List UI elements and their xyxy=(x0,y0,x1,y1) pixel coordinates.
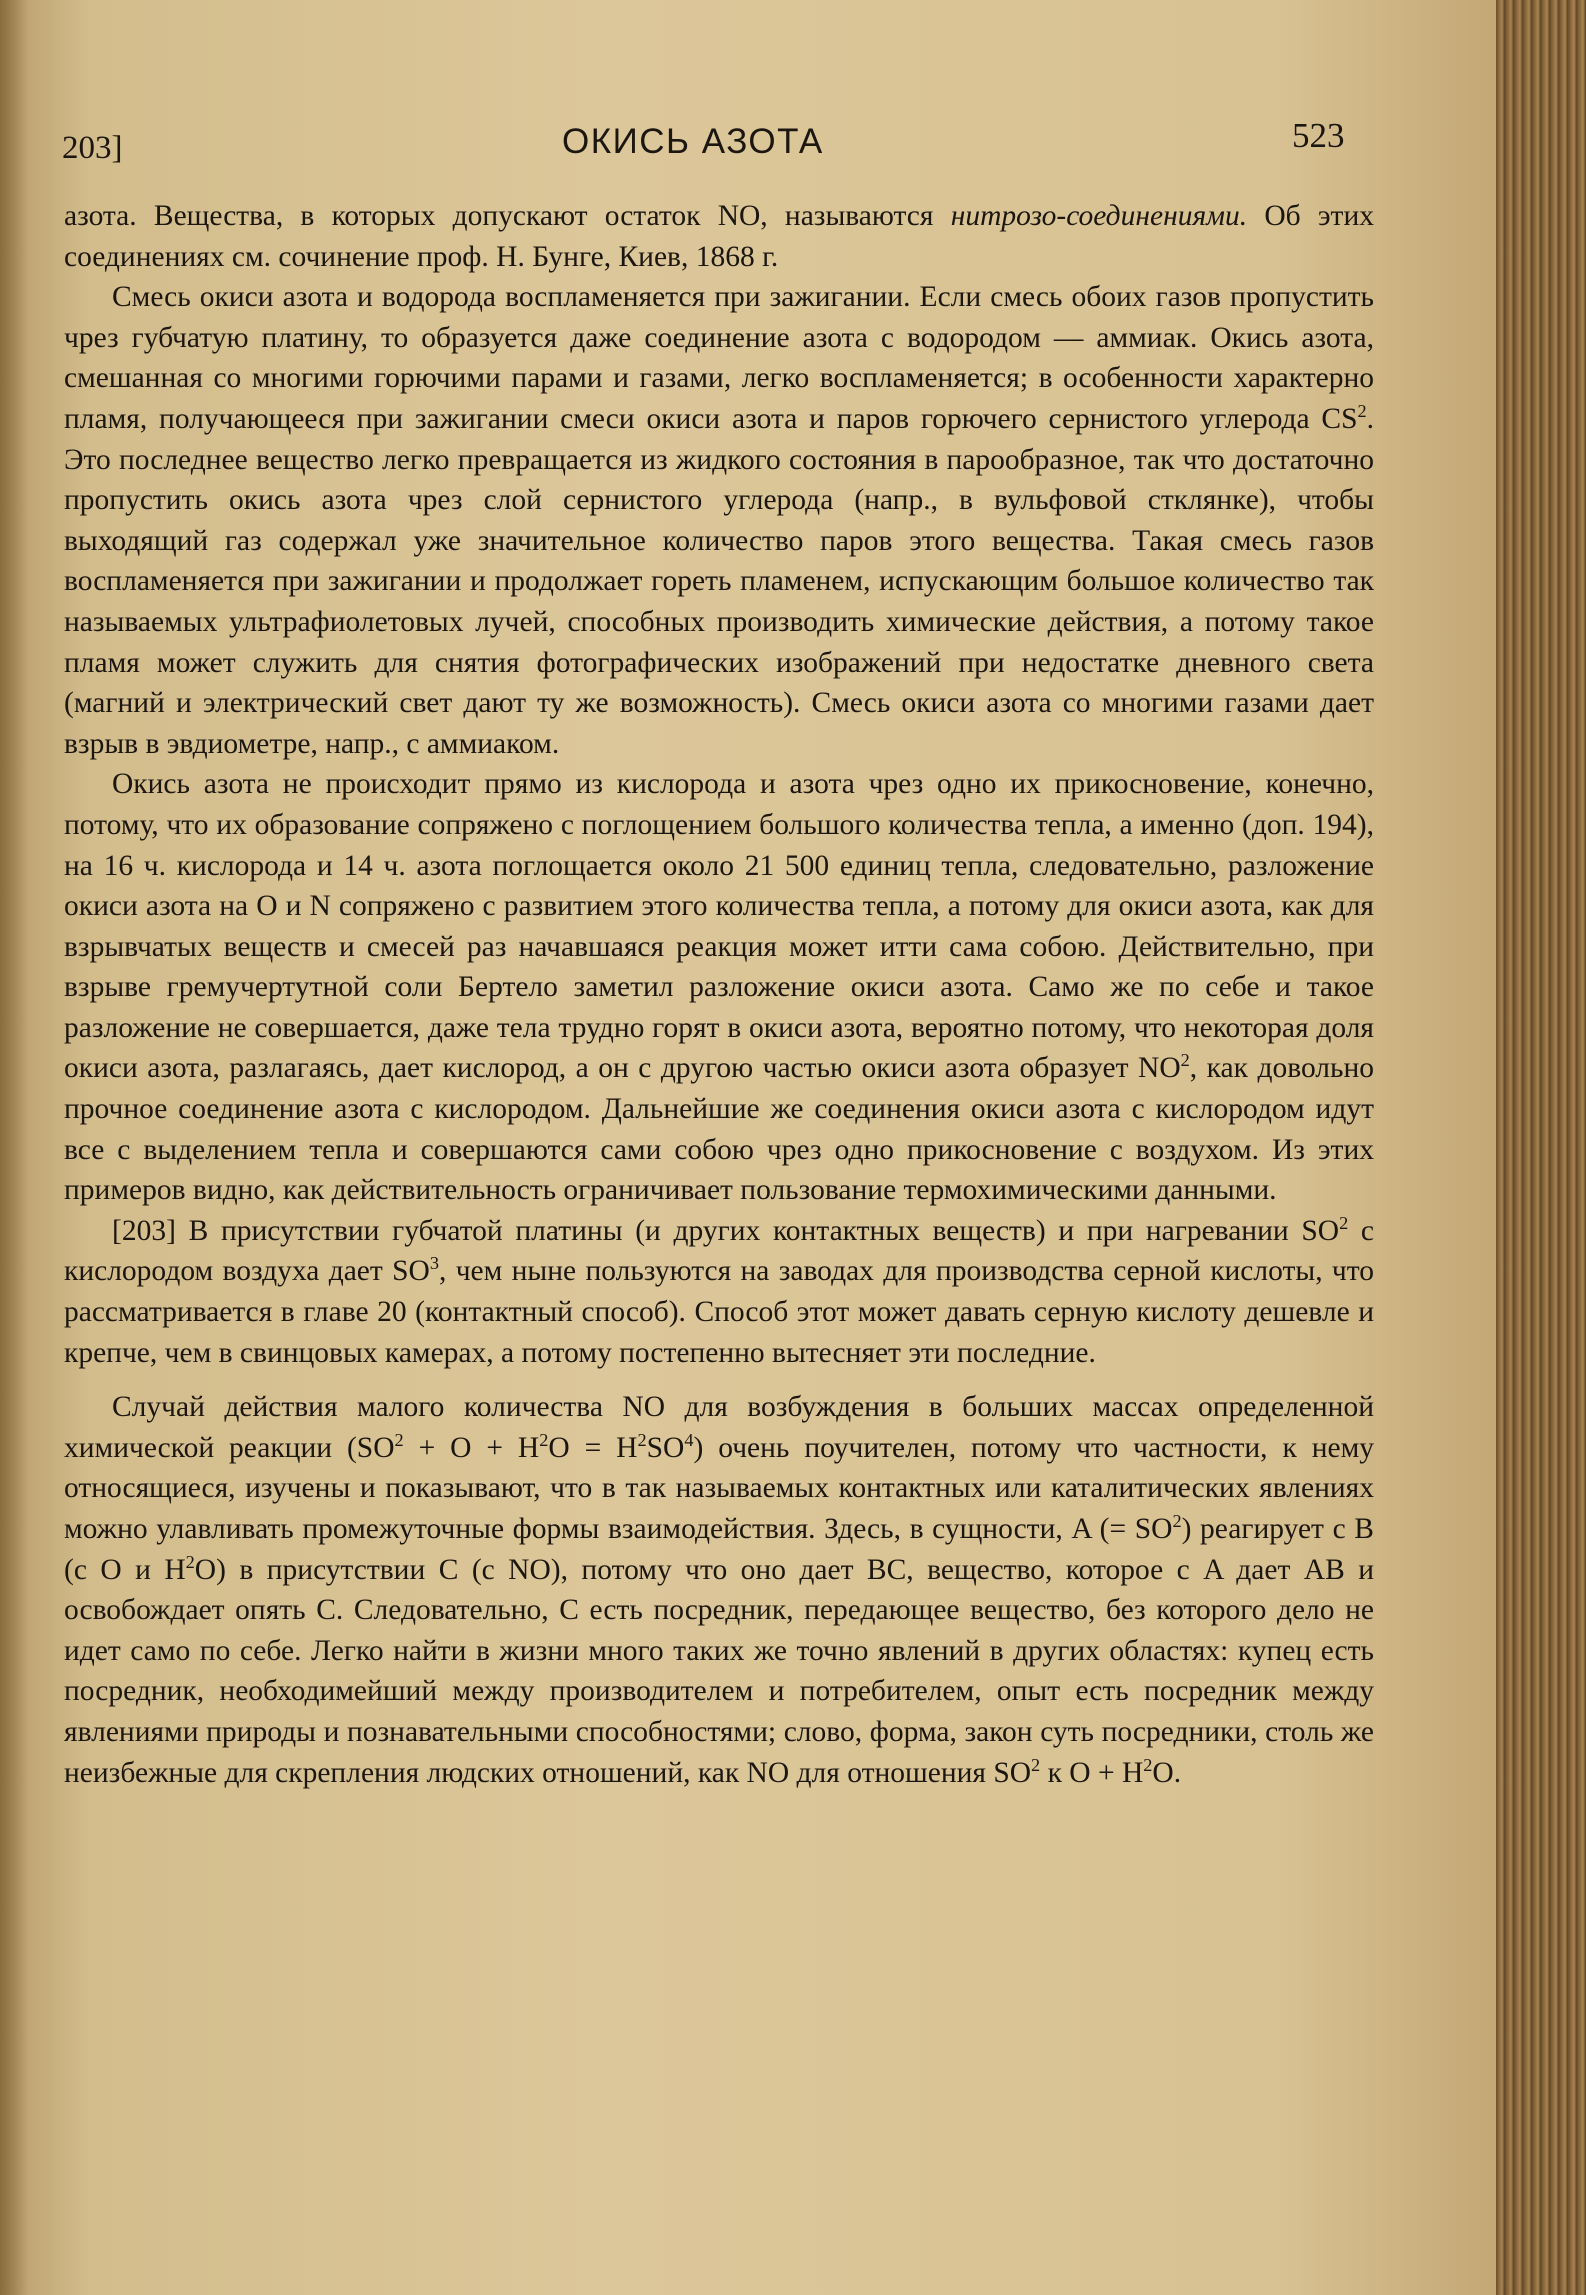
text-run: + O + H xyxy=(403,1431,540,1464)
text-run: Об этих соединениях см. сочинение проф. Н. Бунге, Киев, 1868 г. xyxy=(64,200,1374,273)
superscript: 2 xyxy=(1031,1754,1041,1775)
text-run: O. xyxy=(1152,1756,1182,1789)
superscript: 4 xyxy=(684,1429,694,1450)
superscript: 2 xyxy=(1339,1213,1349,1234)
text-run: ) очень поучителен, потому что частности, к нему относящиеся, изучены и показывают, что в так называемых контактных или каталитических явлениях можно улавливать промежуточные формы взаимодействия. Здесь, в сущности, A (= SO xyxy=(64,1431,1375,1545)
text-run: SO xyxy=(646,1431,685,1464)
page-title: ОКИСЬ АЗОТА xyxy=(562,122,824,161)
spine-shadow xyxy=(0,0,28,2295)
text-run: [203] В присутствии губчатой платины (и других контактных веществ) и при нагревании SO xyxy=(112,1214,1340,1247)
text-run: Окись азота не происходит прямо из кислорода и азота чрез одно их прикосновение, конечно, потому, что их образование сопряжено с поглощением большого количества тепла, а именно (доп. 194), на 16 ч. кислорода и 14 ч. азота поглощается около 21 500 единиц тепла, следовательно, разложение окиси азота на O и N сопряжено с развитием этого количества тепла, а потому для окиси азота, как для взрывчатых веществ и смесей раз начавшаяся реакция может итти сама собою. Действительно, при взрыве гремучертутной соли Бертело заметил разложение окиси азота. Само же по себе и такое разложение не совершается, даже тела трудно горят в окиси азота, вероятно потому, что некоторая доля окиси азота, разлагаясь, дает кислород, а он с другою частью окиси азота образует NO xyxy=(64,768,1374,1085)
text-run: с кислородом воздуха дает SO xyxy=(64,1214,1374,1288)
body-text xyxy=(64,196,1374,1793)
text-run: Случай действия малого количества NO для возбуждения в больших массах определенной химической реакции (SO xyxy=(64,1391,1374,1464)
paragraph xyxy=(64,196,1374,277)
superscript: 3 xyxy=(429,1253,439,1274)
text-run: , как довольно прочное соединение азота с кислородом. Дальнейшие же соединения окиси азота с кислородом идут все с выделением тепла и совершаются сами собою чрез одно прикосновение с воздухом. Из этих примеров видно, как действительность ограничивает пользование термохимическими данными. xyxy=(64,1052,1375,1207)
text-run: , чем ныне пользуются на заводах для производства серной кислоты, что рассматривается в главе 20 (контактный способ). Способ этот может давать серную кислоту дешевле и крепче, чем в свинцовых камерах, а потому постепенно вытесняет эти последние. xyxy=(64,1255,1375,1369)
page-number: 523 xyxy=(1292,116,1345,155)
superscript: 2 xyxy=(185,1551,195,1572)
text-run: O = H xyxy=(548,1431,638,1464)
page-edges xyxy=(1496,0,1586,2295)
paragraph xyxy=(64,1211,1374,1373)
paragraph xyxy=(64,1387,1374,1793)
superscript: 2 xyxy=(637,1429,647,1450)
paragraph xyxy=(64,764,1374,1211)
superscript: 2 xyxy=(1143,1754,1153,1775)
superscript: 2 xyxy=(394,1429,404,1450)
text-run: азота. Вещества, в которых допускают остаток NO, называются xyxy=(64,200,951,232)
text-run: . Это последнее вещество легко превращается из жидкого состояния в парообразное, так что достаточно пропустить окись азота чрез слой сернистого углерода (напр., в вульфовой стклянке), чтобы выходящий газ содержал уже значительное количество паров этого вещества. Такая смесь газов воспламеняется при зажигании и продолжает гореть пламенем, испускающим большое количество так называемых ультрафиолетовых лучей, способных производить химические действия, а потому такое пламя может служить для снятия фотографических изображений при недостатке дневного света (магний и электрический свет дают ту же возможность). Смесь окиси азота со многими газами дает взрыв в эвдиометре, напр., с аммиаком. xyxy=(64,402,1374,760)
superscript: 2 xyxy=(1172,1511,1182,1532)
paragraph xyxy=(64,277,1374,764)
text-run: ) реагирует с B (с O и H xyxy=(64,1513,1374,1586)
section-number: 203] xyxy=(62,130,123,166)
text-run: к O + H xyxy=(1040,1756,1144,1789)
text-run: O) в присутствии C (с NO), потому что оно дает BC, вещество, которое с A дает AB и освобождает опять C. Следовательно, C есть посредник, передающее вещество, без которого дело не идет само по себе. Легко найти в жизни много таких же точно явлений в других областях: купец есть посредник, необходимейший между производителем и потребителем, опыт есть посредник между явлениями природы и познавательными способностями; слово, форма, закон суть посредники, столь же неизбежные для скрепления людских отношений, как NO для отношения SO xyxy=(64,1553,1375,1789)
superscript: 2 xyxy=(539,1429,549,1450)
italic-term: нитрозо-соединениями. xyxy=(950,200,1248,232)
superscript: 2 xyxy=(1180,1050,1190,1071)
text-run: Смесь окиси азота и водорода воспламеняется при зажигании. Если смесь обоих газов пропустить чрез губчатую платину, то образуется даже соединение азота с водородом — аммиак. Окись азота, смешанная со многими горючими парами и газами, легко воспламеняется; в особенности характерно пламя, получающееся при зажигании смеси окиси азота и паров горючего сернистого углерода CS xyxy=(64,281,1374,435)
running-header xyxy=(62,118,1362,168)
superscript: 2 xyxy=(1357,401,1367,422)
